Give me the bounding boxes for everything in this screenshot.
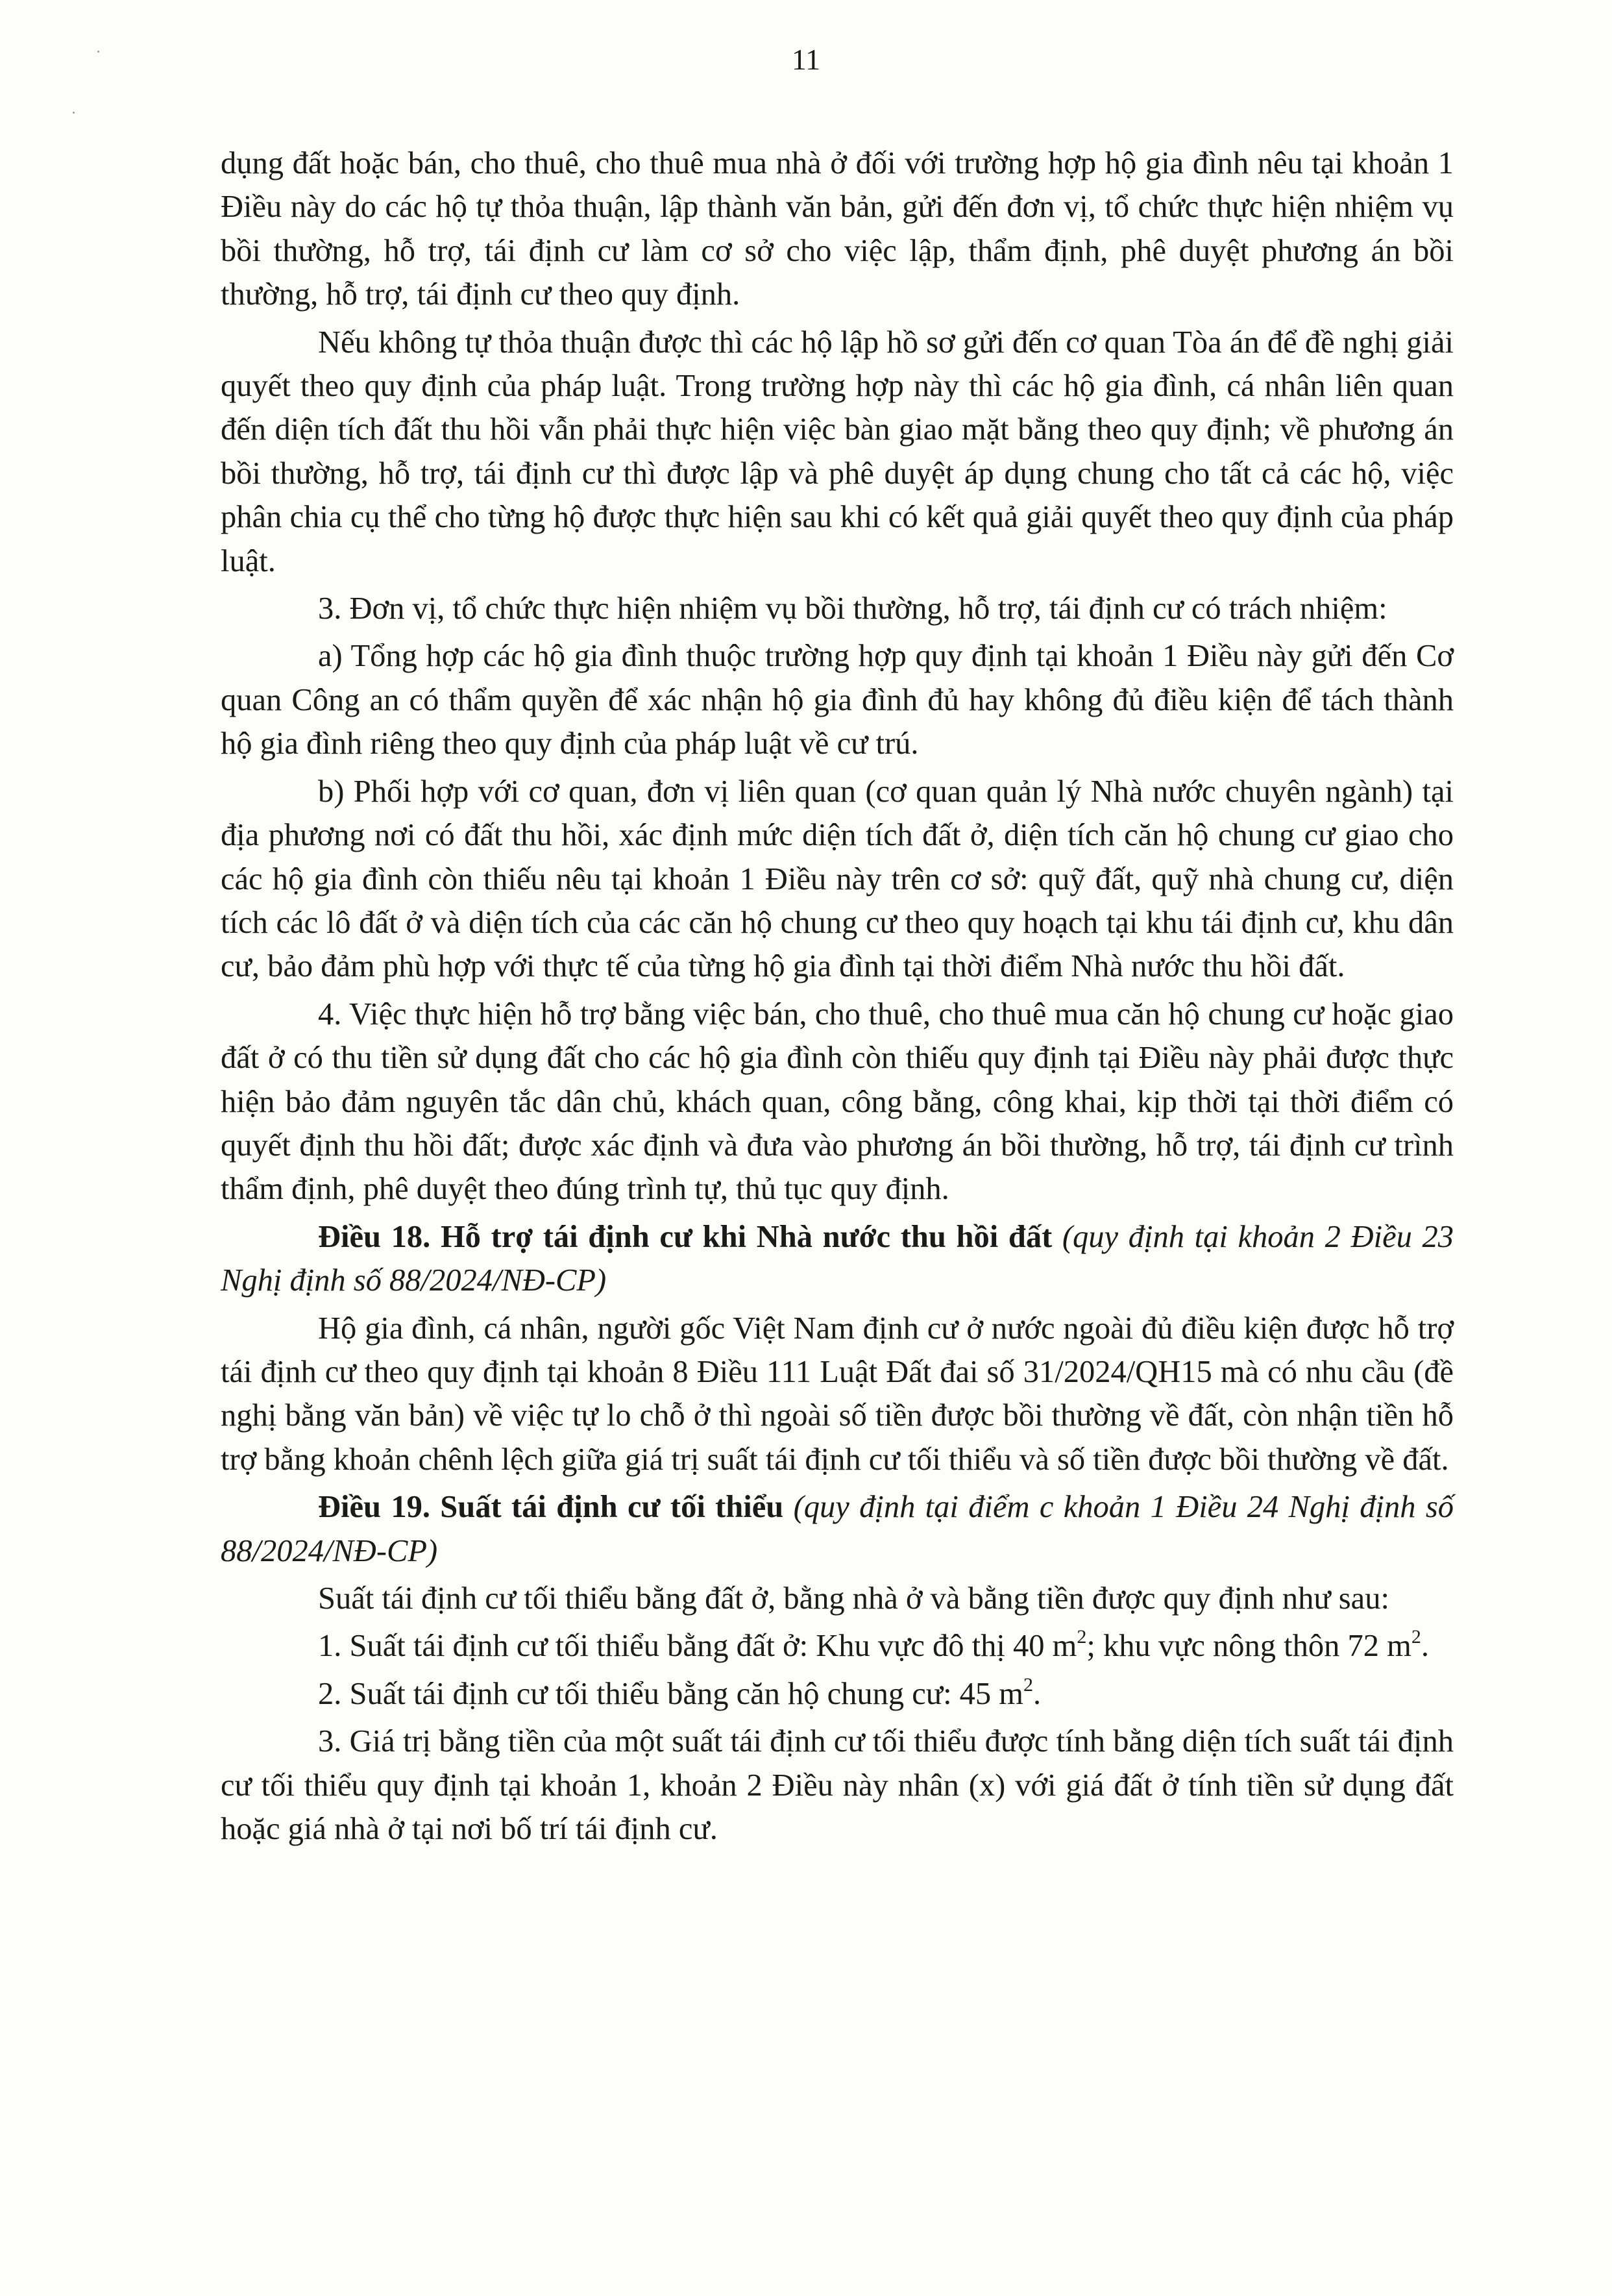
article-19-title: Điều 19. Suất tái định cư tối thiểu: [318, 1490, 784, 1525]
paragraph-clause-4: 4. Việc thực hiện hỗ trợ bằng việc bán, cho thuê, cho thuê mua căn hộ chung cư hoặc giao đất ở có thu tiền sử dụng đất cho các hộ gia đình còn thiếu quy định tại Điều này phải được thực hiện bảo đảm nguyên tắc dân chủ, khách quan, công bằng, công khai, kịp thời tại thời điểm có quyết định thu hồi đất; được xác định và đưa vào phương án bồi thường, hỗ trợ, tái định cư trình thẩm định, phê duyệt theo đúng trình tự, thủ tục quy định.: [221, 996, 1454, 1207]
article-18-body: Hộ gia đình, cá nhân, người gốc Việt Nam định cư ở nước ngoài đủ điều kiện được hỗ trợ tái định cư theo quy định tại khoản 8 Điều 111 Luật Đất đai số 31/2024/QH15 mà có nhu cầu (đề nghị bằng văn bản) về việc tự lo chỗ ở thì ngoài số tiền được bồi thường về đất, còn nhận tiền hỗ trợ bằng khoản chênh lệch giữa giá trị suất tái định cư tối thiểu và số tiền được bồi thường về đất.: [221, 1311, 1454, 1477]
item-2-text-b: .: [1033, 1676, 1042, 1711]
item-1-text-a: 1. Suất tái định cư tối thiểu bằng đất ở: Khu vực đô thị 40 m: [318, 1629, 1077, 1664]
item-1-text-c: .: [1421, 1629, 1429, 1664]
article-18-heading: [221, 1215, 1454, 1303]
document-body: [221, 142, 1454, 1855]
paragraph: Nếu không tự thỏa thuận được thì các hộ lập hồ sơ gửi đến cơ quan Tòa án để đề nghị giải quyết theo quy định của pháp luật. Trong trường hợp này thì các hộ gia đình, cá nhân liên quan đến diện tích đất thu hồi vẫn phải thực hiện việc bàn giao mặt bằng theo quy định; về phương án bồi thường, hỗ trợ, tái định cư thì được lập và phê duyệt áp dụng chung cho tất cả các hộ, việc phân chia cụ thể cho từng hộ được thực hiện sau khi có kết quả giải quyết theo quy định của pháp luật.: [221, 325, 1454, 578]
article-19-note: (quy định tại điểm c khoản 1 Điều 24 Nghị định số 88/2024/NĐ-CP): [221, 1490, 1454, 1568]
scan-speck: [73, 112, 75, 114]
superscript: 2: [1411, 1626, 1421, 1648]
article-18-note: (quy định tại khoản 2 Điều 23 Nghị định số 88/2024/NĐ-CP): [221, 1219, 1454, 1298]
paragraph-point-b: b) Phối hợp với cơ quan, đơn vị liên quan (cơ quan quản lý Nhà nước chuyên ngành) tại địa phương nơi có đất thu hồi, xác định mức diện tích đất ở, diện tích căn hộ chung cư giao cho các hộ gia đình còn thiếu nêu tại khoản 1 Điều này trên cơ sở: quỹ đất, quỹ nhà chung cư, diện tích các lô đất ở và diện tích của các căn hộ chung cư theo quy hoạch tại khu tái định cư, khu dân cư, bảo đảm phù hợp với thực tế của từng hộ gia đình tại thời điểm Nhà nước thu hồi đất.: [221, 774, 1454, 984]
paragraph-point-a: a) Tổng hợp các hộ gia đình thuộc trường hợp quy định tại khoản 1 Điều này gửi đến Cơ quan Công an có thẩm quyền để xác nhận hộ gia đình đủ hay không đủ điều kiện để tách thành hộ gia đình riêng theo quy định của pháp luật về cư trú.: [221, 639, 1454, 761]
article-19-item-3: 3. Giá trị bằng tiền của một suất tái định cư tối thiểu được tính bằng diện tích suất tái định cư tối thiểu quy định tại khoản 1, khoản 2 Điều này nhân (x) với giá đất ở tính tiền sử dụng đất hoặc giá nhà ở tại nơi bố trí tái định cư.: [221, 1724, 1454, 1847]
article-18-title: Điều 18. Hỗ trợ tái định cư khi Nhà nước thu hồi đất: [318, 1219, 1053, 1254]
item-2-text-a: 2. Suất tái định cư tối thiểu bằng căn hộ chung cư: 45 m: [318, 1676, 1024, 1711]
article-19-item-2: [221, 1672, 1454, 1716]
item-1-text-b: ; khu vực nông thôn 72 m: [1086, 1629, 1411, 1664]
page-number: 11: [791, 43, 821, 76]
paragraph-continuation: dụng đất hoặc bán, cho thuê, cho thuê mua nhà ở đối với trường hợp hộ gia đình nêu tại khoản 1 Điều này do các hộ tự thỏa thuận, lập thành văn bản, gửi đến đơn vị, tổ chức thực hiện nhiệm vụ bồi thường, hỗ trợ, tái định cư làm cơ sở cho việc lập, thẩm định, phê duyệt phương án bồi thường, hỗ trợ, tái định cư theo quy định.: [221, 146, 1454, 312]
article-19-item-1: [221, 1624, 1454, 1668]
article-19-intro: Suất tái định cư tối thiểu bằng đất ở, bằng nhà ở và bằng tiền được quy định như sau:: [318, 1581, 1389, 1616]
superscript: 2: [1077, 1626, 1087, 1648]
superscript: 2: [1023, 1673, 1034, 1696]
article-19-heading: [221, 1485, 1454, 1573]
paragraph-clause-3: 3. Đơn vị, tổ chức thực hiện nhiệm vụ bồi thường, hỗ trợ, tái định cư có trách nhiệm:: [318, 591, 1387, 626]
